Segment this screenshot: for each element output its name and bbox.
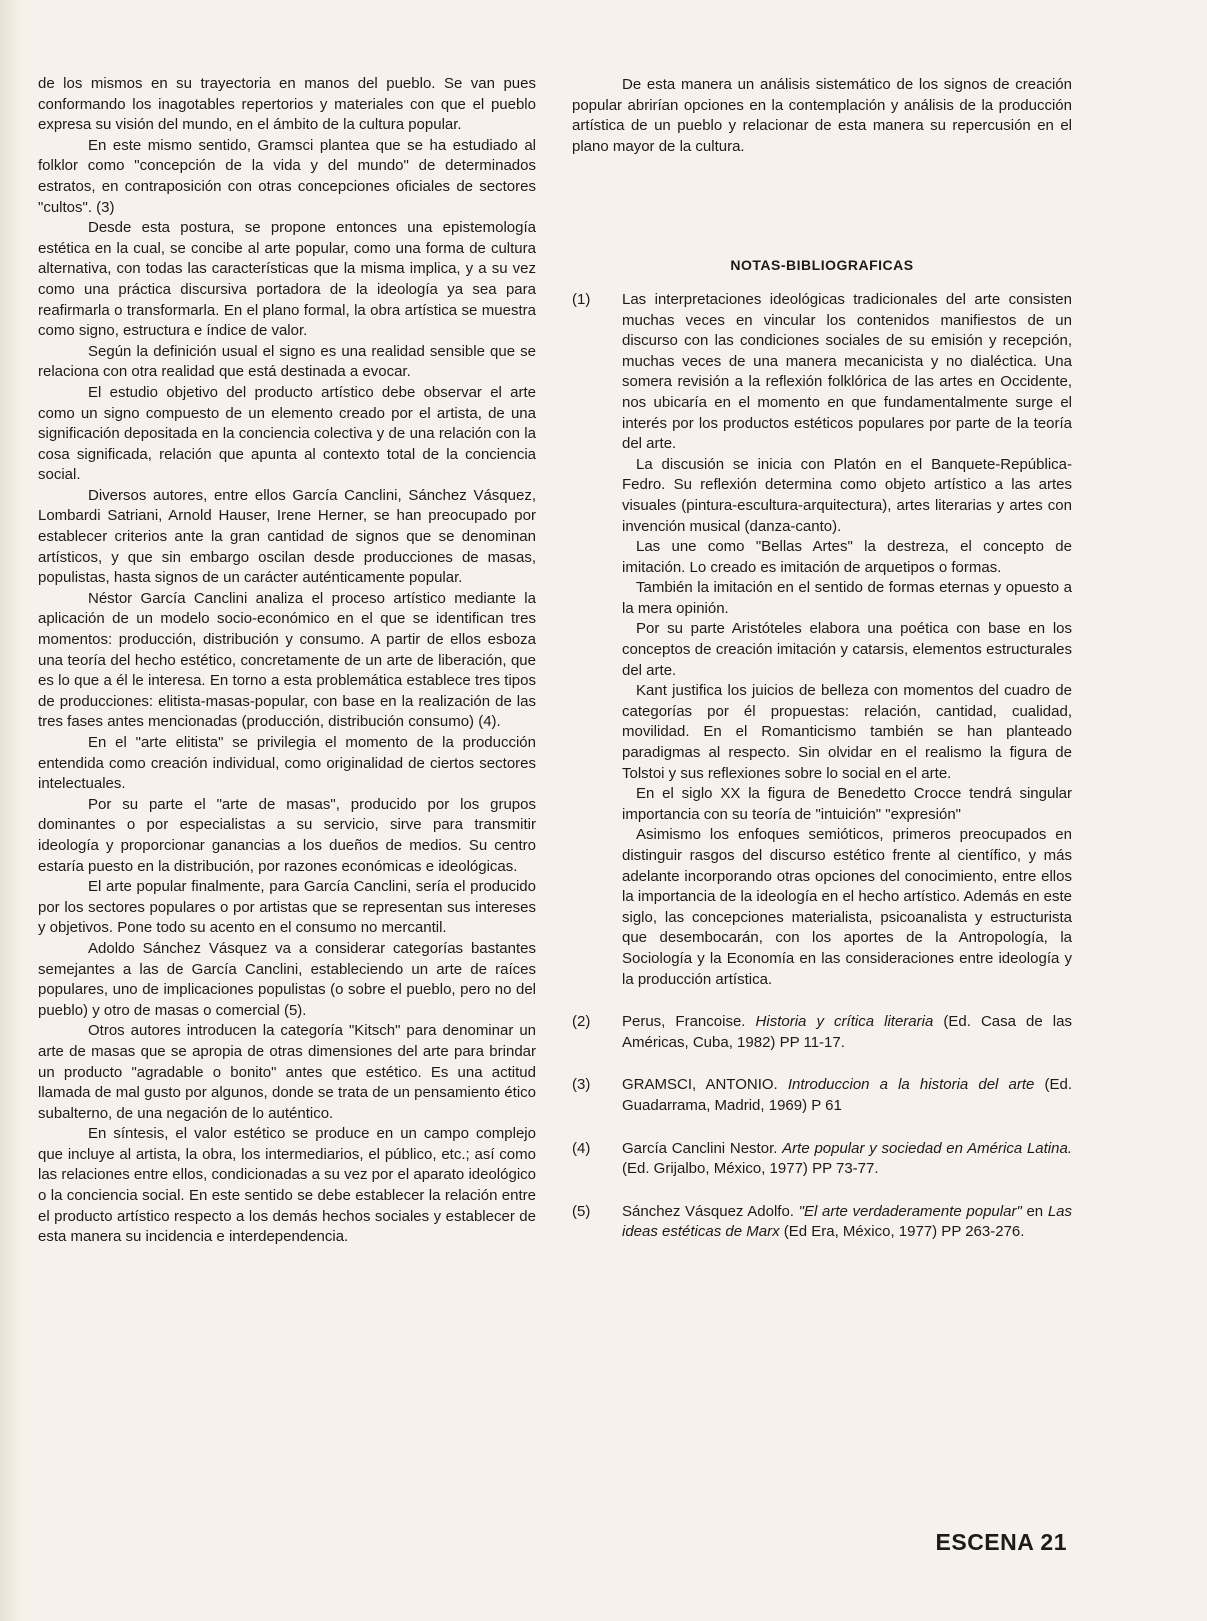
right-column bbox=[572, 75, 1072, 1265]
note-paragraph: Las une como "Bellas Artes" la destreza, el concepto de imitación. Lo creado es imitación de arquetipos o formas. bbox=[622, 538, 1072, 576]
note-body bbox=[622, 1012, 1072, 1053]
note-number: (2) bbox=[572, 1013, 591, 1031]
intro-paragraph: De esta manera un análisis sistemático de los signos de creación popular abrirían opciones en la contemplación y análisis de la producción artística de un pueblo y relacionar de esta manera su repercusión en el plano mayor de la cultura. bbox=[572, 76, 1072, 155]
body-paragraph: Otros autores introducen la categoría "Kitsch" para denominar un arte de masas que se apropia de otras dimensiones del arte para brindar un producto "agradable o bonito" antes que estético. Es una actitud llamada de mal gusto por algunos, donde se trata de un pensamiento ético subalterno, de una negación de lo auténtico. bbox=[38, 1022, 536, 1122]
note-text: Sánchez Vásquez Adolfo. bbox=[622, 1202, 799, 1220]
article-title: "El arte verdaderamente popular" bbox=[798, 1202, 1022, 1220]
book-title: Las ideas estéticas de Marx bbox=[622, 1202, 1072, 1241]
note-text: (Ed. Guadarrama, Madrid, 1969) P 61 bbox=[622, 1076, 1072, 1114]
page-footer: ESCENA 21 bbox=[935, 1529, 1067, 1555]
note-text: (Ed. Casa de las Américas, Cuba, 1982) PP 11-17. bbox=[622, 1013, 1072, 1051]
notes-heading: NOTAS-BIBLIOGRAFICAS bbox=[730, 257, 914, 274]
note-paragraph: Asimismo los enfoques semióticos, primeros preocupados en distinguir rasgos del discurso estético frente al científico, y más adelante incorporando otras opciones del conocimiento, entre ellos la importancia de la ideología en el hecho artístico. Además en este siglo, las concepciones materialista, psicoanalista y estructurista que desembocarán, con los aportes de la Antropología, la Sociología y la Economía en las consideraciones entre ideología y la producción artística. bbox=[622, 826, 1072, 988]
note-number: (5) bbox=[572, 1202, 591, 1220]
book-title: Arte popular y sociedad en América Latina. bbox=[782, 1139, 1072, 1157]
note-text: García Canclini Nestor. bbox=[622, 1139, 783, 1157]
body-paragraph: Adoldo Sánchez Vásquez va a considerar categorías bastantes semejantes a las de García Canclini, estableciendo un arte de raíces populares, uno de implicaciones populistas (o sobre el pueblo, pero no del pueblo) y otro de masas o comercial (5). bbox=[38, 939, 536, 1019]
body-paragraph: En este mismo sentido, Gramsci plantea que se ha estudiado al folklor como "concepción de la vida y del mundo" de determinados estratos, en contraposición con otras concepciones oficiales de sectores "cultos". (3) bbox=[38, 136, 536, 216]
body-paragraph: Según la definición usual el signo es una realidad sensible que se relaciona con otra realidad que está destinada a evocar. bbox=[38, 342, 536, 381]
note-paragraph: En el siglo XX la figura de Benedetto Crocce tendrá singular importancia con su teoría de "intuición" "expresión" bbox=[622, 785, 1072, 823]
body-paragraph: En el "arte elitista" se privilegia el momento de la producción entendida como creación individual, como originalidad de ciertos sectores intelectuales. bbox=[38, 734, 536, 793]
note-number: (3) bbox=[572, 1076, 591, 1094]
left-column bbox=[38, 74, 536, 1248]
note-body bbox=[622, 1139, 1072, 1180]
book-title: Historia y crítica literaria bbox=[755, 1013, 934, 1031]
book-title: Introduccion a la historia del arte bbox=[787, 1076, 1035, 1094]
body-paragraph: El arte popular finalmente, para García Canclini, sería el producido por los sectores populares o por artistas que se representan sus intereses y objetivos. Pone todo su acento en el consumo no mercantil. bbox=[38, 878, 536, 937]
note-paragraph: La discusión se inicia con Platón en el Banquete-República-Fedro. Su reflexión determina como objeto artístico a las artes visuales (pintura-escultura-arquitectura), artes literarias y artes con invención musical (danza-canto). bbox=[622, 455, 1072, 535]
note-body bbox=[622, 290, 1072, 990]
body-paragraph: En síntesis, el valor estético se produce en un campo complejo que incluye al artista, la obra, los intermediarios, el público, etc.; así como las relaciones entre ellos, condicionadas a su vez por el aparato ideológico o la conciencia social. En este sentido se debe establecer la relación entre el producto artístico respecto a los demás hechos sociales y establecer de esta manera su incidencia e interdependencia. bbox=[38, 1125, 536, 1246]
note-paragraph: Las interpretaciones ideológicas tradicionales del arte consisten muchas veces en vincular los contenidos manifiestos de un discurso con las condiciones sociales de su emisión y recepción, muchas veces de una manera mecanicista y no dialéctica. Una somera revisión a la reflexión folklórica de las artes en Occidente, nos ubicaría en el momento en que fundamentalmente surge el interés por los productos estéticos populares por parte de la teoría del arte. bbox=[622, 290, 1072, 453]
note-body bbox=[622, 1202, 1072, 1243]
note-paragraph: Por su parte Aristóteles elabora una poética con base en los conceptos de creación imitación y catarsis, elementos estructurales del arte. bbox=[622, 620, 1072, 679]
note-number: (1) bbox=[572, 290, 591, 308]
note-3 bbox=[572, 1075, 1072, 1116]
body-paragraph: Desde esta postura, se propone entonces una epistemología estética en la cual, se concibe al arte popular, como una forma de cultura alternativa, con todas las características que la misma implica, y a su vez como una práctica discursiva portadora de la ideología ya sea para reafirmarla o transformarla. En el plano formal, la obra artística se muestra como signo, estructura e índice de valor. bbox=[38, 219, 536, 340]
note-text: Perus, Francoise. bbox=[622, 1013, 756, 1031]
note-number: (4) bbox=[572, 1139, 591, 1157]
note-5 bbox=[572, 1202, 1072, 1243]
note-paragraph: Kant justifica los juicios de belleza con momentos del cuadro de categorías por él propuestas: relación, cantidad, cualidad, movilidad. En el Romanticismo también se han planteado paradigmas al respecto. Sin olvidar en el realismo la figura de Tolstoi y sus reflexiones sobre lo social en el arte. bbox=[622, 682, 1072, 782]
body-paragraph: de los mismos en su trayectoria en manos del pueblo. Se van pues conformando los inagotables repertorios y materiales con que el pueblo expresa su visión del mundo, en el ámbito de la cultura popular. bbox=[38, 75, 536, 134]
note-1 bbox=[572, 290, 1072, 990]
note-4 bbox=[572, 1139, 1072, 1180]
note-text: en bbox=[1021, 1202, 1048, 1220]
body-paragraph: Diversos autores, entre ellos García Canclini, Sánchez Vásquez, Lombardi Satriani, Arnold Hauser, Irene Herner, se han preocupado por establecer criterios ante la gran cantidad de signos que se denominan artísticos, y que sin embargo oscilan desde producciones de masas, populistas, hasta signos de un carácter auténticamente popular. bbox=[38, 486, 536, 587]
note-text: (Ed. Grijalbo, México, 1977) PP 73-77. bbox=[622, 1160, 879, 1178]
note-paragraph: También la imitación en el sentido de formas eternas y opuesto a la mera opinión. bbox=[622, 579, 1072, 617]
body-paragraph: Néstor García Canclini analiza el proceso artístico mediante la aplicación de un modelo socio-económico en el que se identifican tres momentos: producción, distribución y consumo. A partir de ellos esboza una teoría del hecho estético, concretamente de un arte de liberación, que es lo que a él le interesa. En torno a esta problemática establece tres tipos de producciones: elitista-masas-popular, con base en la realización de las tres fases antes mencionadas (producción, distribución consumo) (4). bbox=[38, 589, 536, 731]
body-paragraph: Por su parte el "arte de masas", producido por los grupos dominantes o por especialistas a su servicio, sirve para transmitir ideología y proporcionar ganancias a los dueños de medios. Su centro estaría puesto en la distribución, por razones económicas e ideológicas. bbox=[38, 795, 536, 875]
note-body bbox=[622, 1075, 1072, 1116]
note-2 bbox=[572, 1012, 1072, 1053]
body-paragraph: El estudio objetivo del producto artístico debe observar el arte como un signo compuesto de un elemento creado por el artista, de una significación depositada en la conciencia colectiva y de una relación con la cosa significada, relación que apunta al contexto total de la conciencia social. bbox=[38, 383, 536, 484]
note-text: GRAMSCI, ANTONIO. bbox=[622, 1076, 788, 1094]
note-text: (Ed Era, México, 1977) PP 263-276. bbox=[779, 1223, 1025, 1241]
page-edge-shadow bbox=[0, 0, 22, 1621]
